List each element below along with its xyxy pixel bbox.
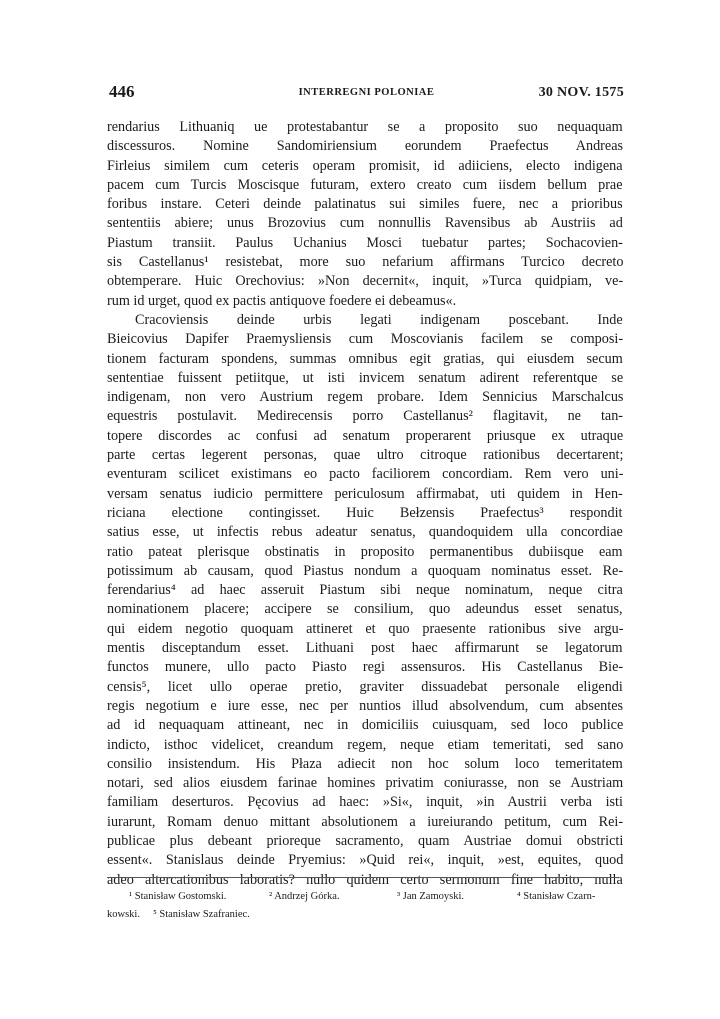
main-text — [107, 118, 623, 890]
text-line: rum id urget, quod ex pactis antiquove foedere ei debeamus«. — [107, 292, 457, 309]
text-line: mentis disceptandum esset. Lithuani post haec affirmarunt se legatorum — [107, 640, 623, 657]
footnote-1: ¹ Stanisław Gostomski. — [129, 891, 227, 902]
footnote-4-continued: kowski. — [107, 909, 140, 920]
text-line: Firleius similem cum ceteris operam promisit, id adiiciens, electo indigena — [107, 157, 623, 174]
text-line: eventuram scilicet existimans eo pacto faciliorem concordiam. Rem vero uni- — [107, 466, 623, 483]
text-line: parte certas legerent personas, quae ultro citroque rationibus decertarent; — [107, 447, 623, 464]
text-line: iurarunt, Romam denuo mittant absolutionem a iureiurando petitum, cum Rei- — [107, 813, 623, 830]
text-line: pacem cum Turcis Moscisque futuram, extero creato cum iisdem bellum prae — [107, 176, 623, 193]
text-line: censis⁵, licet ullo operae pretio, graviter dissuadebat personale eligendi — [107, 678, 623, 695]
footnote-rule — [107, 877, 619, 878]
text-line: publicae plus debeant prioreque sacramento, quam Austriae domui obstricti — [107, 832, 623, 849]
text-line: functos munere, ullo pacto Piasto regi assensuros. His Castellanus Bie- — [107, 659, 623, 676]
footnote-2: ² Andrzej Górka. — [269, 891, 340, 902]
footnote-line-2 — [107, 906, 623, 924]
text-line: adeo altercationibus laboratis? nullo quidem certo sermonum fine habito, nulla — [107, 871, 623, 888]
text-line: Bieicovius Dapifer Praemysliensis cum Moscovianis facilem se composi- — [107, 331, 623, 348]
header-date: 30 NOV. 1575 — [538, 85, 624, 100]
footnote-3: ³ Jan Zamoyski. — [397, 891, 465, 902]
text-line: foribus instare. Ceteri deinde palatinatus sui similes fuere, nec a prioribus — [107, 196, 623, 213]
text-line: regis negotium e iure esse, nec per nuntios illud absolvendum, cum absentes — [107, 697, 623, 714]
text-line: satius esse, ut infectis rebus adeatur senatus, quandoquidem ulla concordiae — [107, 524, 623, 541]
text-line: notari, sed alios eiusdem farinae homines privatim coniurasse, non se Austriam — [107, 775, 623, 792]
text-line: equestris postulavit. Medirecensis porro Castellanus² flagitavit, ne tan- — [107, 408, 623, 425]
text-line: ratio pateat plerisque obstinatis in proposito permanentibus dubiisque eam — [107, 543, 623, 560]
footnote-line-1 — [107, 888, 623, 906]
text-line: ad id nequaquam attineant, nec in domiciliis cuiusquam, sed loco publice — [107, 717, 623, 734]
text-line: potissimum ab causam, quod Piastus nondum a quoquam nominatus esset. Re- — [107, 562, 623, 579]
text-line: riciana electione contingisset. Huic Bełzensis Praefectus³ respondit — [107, 504, 623, 521]
text-line: rendarius Lithuaniq ue protestabantur se a proposito suo nequaquam — [107, 119, 623, 135]
text-line: sententiae fuissent petiitque, ut isti invicem senatum adirent referentque se — [107, 369, 623, 386]
text-line: topere discordes ac confusi ad senatum properarent priusque ex utraque — [107, 427, 623, 444]
text-line: indigenam, non vero Austrium regem probare. Idem Sennicius Marschalcus — [107, 389, 623, 406]
text-line: qui eidem negotio quoquam attineret et quo praesente rationibus sive argu- — [107, 620, 623, 637]
text-line: ferendarius⁴ ad haec asseruit Piastum sibi neque nominatum, neque citra — [107, 582, 623, 599]
text-line: essent«. Stanislaus deinde Pryemius: »Quid rei«, inquit, »est, equites, quod — [107, 852, 623, 869]
page-header — [109, 82, 624, 106]
text-line: nominationem placere; accipere se consilium, quo adeundus esset senatus, — [107, 601, 623, 618]
text-line: Cracoviensis deinde urbis legati indigenam poscebant. Inde — [135, 311, 623, 328]
text-line: consilio insistendum. His Płaza adiecit non hoc solum loco temeritatem — [107, 755, 623, 772]
running-title: INTERREGNI POLONIAE — [298, 87, 435, 98]
page-number: 446 — [109, 82, 135, 101]
text-line: sis Castellanus¹ resistebat, more suo nefarium affirmans Turcico decreto — [107, 254, 623, 271]
text-line: indicto, isthoc videlicet, creandum regem, neque etiam temeritati, sed sano — [107, 736, 623, 753]
text-line: discessuros. Nomine Sandomiriensium eorundem Praefectus Andreas — [107, 138, 623, 155]
text-line: tionem facturam spondens, summas omnibus egit gratias, qui eiusdem secum — [107, 350, 623, 367]
footnotes — [107, 888, 623, 924]
text-line: sententiis abiere; unus Brozovius cum nonnullis Ravensibus ab Austriis ad — [107, 215, 623, 232]
text-line: versam senatus iudicio permittere periculosum affirmabat, uti quidem in Hen- — [107, 485, 623, 502]
footnote-4: ⁴ Stanisław Czarn- — [517, 891, 596, 902]
text-line: obtemperare. Huic Orechovius: »Non decernit«, inquit, »Turca quidpiam, ve- — [107, 273, 623, 290]
footnote-5: ⁵ Stanisław Szafraniec. — [153, 909, 250, 920]
text-line: familiam deserturos. Pęcovius ad haec: »Si«, inquit, »in Austrii verba isti — [107, 794, 623, 811]
text-line: Piastum transiit. Paulus Uchanius Mosci tuebatur partes; Sochacovien- — [107, 234, 623, 251]
